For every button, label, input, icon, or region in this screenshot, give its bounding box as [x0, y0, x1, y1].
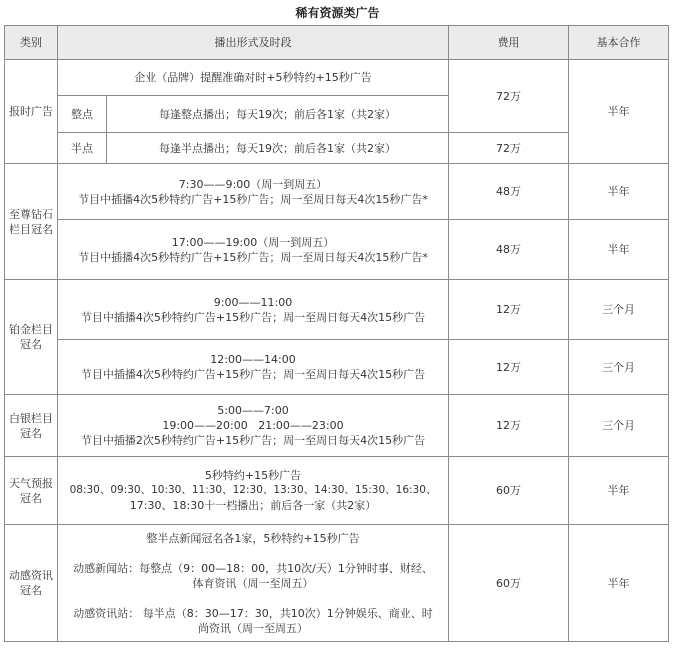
desc-text: 17:30、18:30十一档播出；前后各一家（共2家）	[129, 499, 377, 512]
fee-cell: 12万	[449, 280, 569, 340]
format-cell: 每逢半点播出；每天19次；前后各1家（共2家）	[107, 133, 449, 164]
cooperation-cell: 半年	[569, 60, 669, 164]
desc-text: 节目中插播2次5秒特约广告+15秒广告；周一至周日每天4次15秒广告	[80, 434, 426, 447]
fee-cell: 60万	[449, 457, 569, 525]
cooperation-cell: 半年	[569, 457, 669, 525]
header-row	[5, 26, 669, 60]
cooperation-cell: 三个月	[569, 340, 669, 395]
category-cell: 至尊钻石栏目冠名	[5, 164, 58, 280]
header-category: 类别	[5, 26, 58, 60]
desc-text: 整半点新闻冠名各1家，5秒特约+15秒广告	[146, 531, 360, 545]
format-cell	[58, 164, 449, 220]
category-cell: 天气预报冠名	[5, 457, 58, 525]
header-format: 播出形式及时段	[58, 26, 449, 60]
time-text: 7:30——9:00（周一到周五）	[178, 177, 328, 191]
header-fee: 费用	[449, 26, 569, 60]
desc-text: 5秒特约+15秒广告	[204, 469, 302, 482]
format-cell	[58, 280, 449, 340]
fee-cell: 12万	[449, 340, 569, 395]
time-text: 9:00——11:00	[213, 295, 293, 309]
format-cell: 企业（品牌）提醒准确对时+5秒特约+15秒广告	[58, 60, 449, 96]
format-cell	[58, 220, 449, 280]
table-row	[5, 164, 669, 220]
format-cell: 每逢整点播出；每天19次；前后各1家（共2家）	[107, 96, 449, 133]
fee-cell: 72万	[449, 60, 569, 133]
sub-label-cell: 半点	[58, 133, 107, 164]
table-row	[5, 395, 669, 457]
cooperation-cell: 三个月	[569, 280, 669, 340]
category-cell: 报时广告	[5, 60, 58, 164]
desc-text: 节目中插播4次5秒特约广告+15秒广告；周一至周日每天4次15秒广告*	[78, 250, 428, 264]
desc-text: 动感新闻站：每整点（9：00—18：00，共10次/天）1分钟时事、财经、	[73, 561, 433, 575]
table-row	[5, 457, 669, 525]
time-text: 19:00——20:00 21:00——23:00	[162, 419, 344, 432]
fee-cell: 60万	[449, 525, 569, 642]
fee-cell: 72万	[449, 133, 569, 164]
cooperation-cell: 三个月	[569, 395, 669, 457]
desc-text: 体育资讯（周一至周五）	[192, 576, 314, 590]
desc-text: 动感资讯站： 每半点（8：30—17：30，共10次）1分钟娱乐、商业、时	[73, 606, 433, 620]
time-text: 12:00——14:00	[210, 353, 296, 366]
header-cooperation: 基本合作	[569, 26, 669, 60]
table-row	[5, 340, 669, 395]
category-cell: 白银栏目冠名	[5, 395, 58, 457]
desc-text: 尚资讯（周一至周五）	[198, 621, 308, 635]
table-row	[5, 280, 669, 340]
table-row	[5, 60, 669, 96]
format-cell	[58, 395, 449, 457]
format-cell	[58, 525, 449, 642]
desc-text: 节目中插播4次5秒特约广告+15秒广告；周一至周日每天4次15秒广告	[80, 368, 426, 381]
fee-cell: 12万	[449, 395, 569, 457]
fee-cell: 48万	[449, 164, 569, 220]
cooperation-cell: 半年	[569, 220, 669, 280]
table-row	[5, 525, 669, 642]
format-cell	[58, 457, 449, 525]
table-row	[5, 220, 669, 280]
time-text: 17:00——19:00（周一到周五）	[171, 235, 335, 249]
desc-text: 08:30、09:30、10:30、11:30、12:30、13:30、14:30、15:30、16:30、	[69, 484, 437, 496]
desc-text: 节目中插播4次5秒特约广告+15秒广告；周一至周日每天4次15秒广告*	[78, 192, 428, 206]
desc-text: 节目中插播4次5秒特约广告+15秒广告；周一至周日每天4次15秒广告	[80, 310, 426, 324]
cooperation-cell: 半年	[569, 164, 669, 220]
fee-cell: 48万	[449, 220, 569, 280]
format-cell	[58, 340, 449, 395]
sub-label-cell: 整点	[58, 96, 107, 133]
time-text: 5:00——7:00	[217, 404, 289, 417]
category-cell: 动感资讯冠名	[5, 525, 58, 642]
cooperation-cell: 半年	[569, 525, 669, 642]
table-title: 稀有资源类广告	[295, 6, 380, 20]
rate-table	[4, 25, 669, 642]
category-cell: 铂金栏目冠名	[5, 280, 58, 395]
